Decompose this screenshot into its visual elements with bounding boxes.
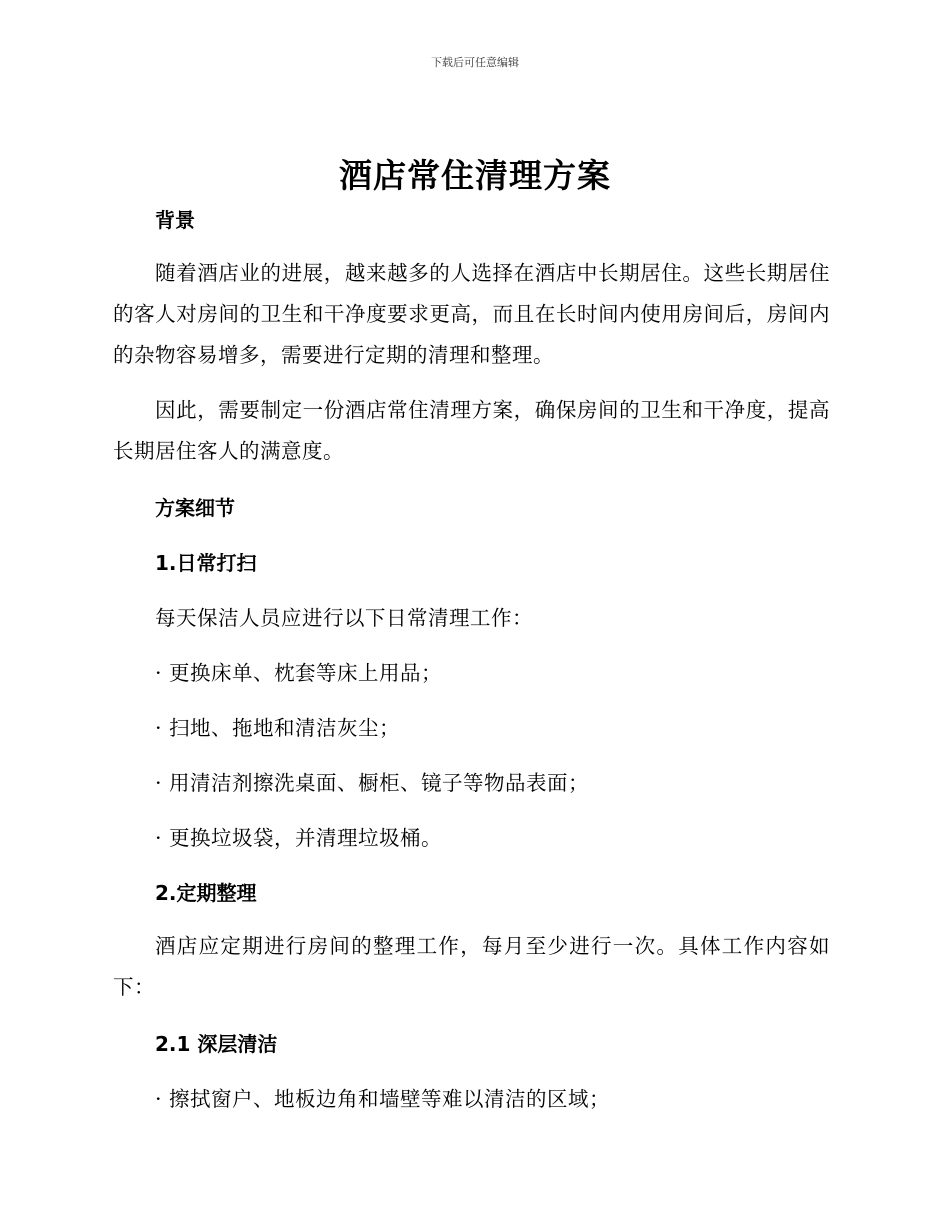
plan-details-heading: 方案细节 xyxy=(155,496,235,520)
daily-cleaning-intro: 每天保洁人员应进行以下日常清理工作： xyxy=(155,606,533,630)
background-heading: 背景 xyxy=(155,208,195,232)
list-item: · 擦拭窗户、地板边角和墙壁等难以清洁的区域； xyxy=(155,1087,611,1111)
document-title: 酒店常住清理方案 xyxy=(339,156,611,195)
list-item: · 扫地、拖地和清洁灰尘； xyxy=(155,716,401,740)
background-paragraph-2: 因此，需要制定一份酒店常住清理方案，确保房间的卫生和干净度，提高长期居住客人的满意度。 xyxy=(113,398,830,463)
deep-cleaning-heading: 2.1 深层清洁 xyxy=(155,1032,278,1056)
document-body xyxy=(113,198,830,1132)
list-item: · 更换垃圾袋，并清理垃圾桶。 xyxy=(155,826,443,850)
header-note: 下载后可任意编辑 xyxy=(431,56,519,69)
list-item: · 用清洁剂擦洗桌面、橱柜、镜子等物品表面； xyxy=(155,771,590,795)
periodic-tidying-paragraph: 酒店应定期进行房间的整理工作，每月至少进行一次。具体工作内容如下： xyxy=(113,934,830,999)
daily-cleaning-heading: 1.日常打扫 xyxy=(155,551,257,575)
list-item: · 更换床单、枕套等床上用品； xyxy=(155,661,443,685)
background-paragraph-1: 随着酒店业的进展，越来越多的人选择在酒店中长期居住。这些长期居住的客人对房间的卫生和干净度要求更高，而且在长时间内使用房间后，房间内的杂物容易增多，需要进行定期的清理和整理。 xyxy=(113,261,830,367)
periodic-tidying-heading: 2.定期整理 xyxy=(155,881,257,905)
